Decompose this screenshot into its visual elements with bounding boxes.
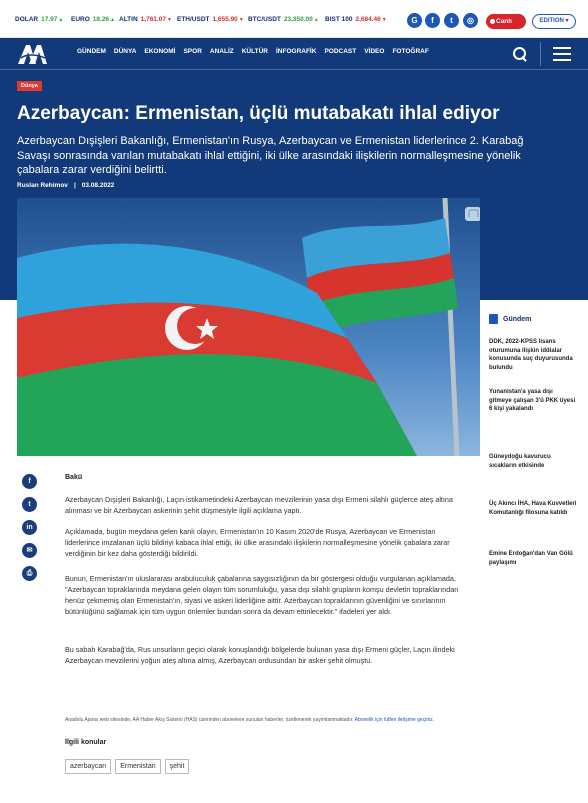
- tag-sehit[interactable]: şehit: [165, 759, 190, 774]
- live-button[interactable]: Canlı: [486, 14, 526, 29]
- aa-logo-mark: [16, 42, 49, 66]
- instagram-icon[interactable]: ◎: [463, 13, 478, 28]
- article-summary: Azerbaycan Dışişleri Bakanlığı, Ermenistan'ın Rusya, Azerbaycan ve Ermenistan liderlerince 2. Karabağ Savaşı sonrasında varılan mutabakatı ihlal ettiğini, iki ülke arasındaki ilişkilerin normalleşmesine yönelik çabalara zarar verdiğini belirtti.: [17, 135, 524, 176]
- subscription-link[interactable]: Abonelik için lütfen iletişime geçiniz.: [354, 717, 435, 723]
- ticker-item-euro[interactable]: EURO 18.26▲: [71, 16, 116, 23]
- article-title: Azerbaycan: Ermenistan, üçlü mutabakatı ihlal ediyor: [17, 103, 500, 124]
- search-icon[interactable]: [512, 46, 528, 62]
- author-name[interactable]: Ruslan Rehimov: [17, 182, 68, 189]
- hamburger-menu-icon[interactable]: [553, 47, 571, 61]
- arrow-up-icon: ▲: [110, 17, 116, 23]
- tag-azerbaycan[interactable]: azerbaycan: [65, 759, 111, 774]
- google-icon[interactable]: G: [407, 13, 422, 28]
- article-paragraph: Bunun, Ermenistan'ın uluslararası arabuluculuk çabalarına saygısızlığının da bir göstergesi olduğu vurgulanan açıklamada, "Azerbaycan topraklarında meydana gelen olayın tüm sorumluluğu, yasa dışı silahlı grupların komşu devletin topraklarından henüz çekmemiş olan Ermenistan'ın, siyasi ve askeri liderliğine aittir. Azerbaycan topraklarının güvenliğini ve sınırlarının bütünlüğünü sağlamak için tüm uygun önlemler bundan sonra da devam ettirilecektir." ifadeleri yer aldı.: [65, 574, 459, 616]
- nav-item-analiz[interactable]: ANALİZ: [209, 48, 234, 55]
- publish-date: 03.08.2022: [81, 182, 115, 189]
- article-photo: [17, 198, 480, 456]
- nav-menu: [77, 48, 429, 55]
- nav-item-fotograf[interactable]: FOTOĞRAF: [392, 48, 429, 55]
- arrow-down-icon: ▼: [166, 17, 172, 23]
- category-badge[interactable]: Dünya: [17, 81, 42, 91]
- sidebar-news-item[interactable]: Emine Erdoğan'dan Van Gölü paylaşımı: [489, 551, 573, 566]
- main-navbar: [0, 38, 588, 70]
- gundem-icon: [489, 314, 498, 324]
- article-paragraph: Açıklamada, bugün meydana gelen kanlı olayın, Ermenistan'ın 10 Kasım 2020'de Rusya, Azerbaycan ve Ermenistan liderlerince imzalanan üçlü bildiriyi kabaca ihlal ettiği, iki ülke arasındaki ilişkilerin normalleşmesine yönelik çabalara zarar verdiğinin bir kez daha gösterdiği bildirildi.: [65, 527, 450, 558]
- sidebar-news-item[interactable]: DDK, 2022-KPSS lisans oturumuna ilişkin iddialar konusunda suç duyurusunda bulundu: [489, 339, 573, 371]
- market-ticker: [0, 0, 588, 38]
- twitter-share-icon[interactable]: t: [22, 497, 37, 512]
- aa-logo[interactable]: [16, 42, 49, 66]
- linkedin-share-icon[interactable]: in: [22, 520, 37, 535]
- article-paragraph: Azerbaycan Dışişleri Bakanlığı, Laçın istikametindeki Azerbaycan mevzilerinin yasa dışı Ermeni silahlı güçlerce ateş altına alınması ve bir Azerbaycan askerinin şehit düşmesiyle ilgili açıklama yaptı.: [65, 495, 453, 515]
- sidebar-news-item[interactable]: Üç Akıncı İHA, Hava Kuvvetleri Komutanlığı filosuna katıldı: [489, 501, 577, 516]
- edition-selector[interactable]: EDITION ▾: [532, 14, 576, 29]
- ticker-item-dolar[interactable]: DOLAR 17.97▲: [15, 16, 64, 23]
- related-topics-title: İlgili konular: [65, 739, 107, 746]
- ticker-item-bist[interactable]: BIST 100 2,684.46▼: [325, 16, 387, 23]
- nav-divider: [540, 42, 541, 66]
- nav-item-podcast[interactable]: PODCAST: [324, 48, 357, 55]
- azerbaijan-flag-image: [17, 198, 480, 456]
- facebook-icon[interactable]: f: [425, 13, 440, 28]
- arrow-up-icon: ▲: [313, 17, 319, 23]
- arrow-down-icon: ▼: [381, 17, 387, 23]
- nav-item-video[interactable]: VİDEO: [364, 48, 385, 55]
- has-disclaimer: Anadolu Ajansı web sitesinde, AA Haber Akış Sistemi (HAS) üzerinden abonelere sunulan haberler, özetlenerek yayımlanmaktadır. Abonelik için lütfen iletişime geçiniz.: [65, 717, 435, 723]
- sidebar-header: [489, 314, 531, 324]
- nav-item-infografik[interactable]: İNFOGRAFİK: [275, 48, 317, 55]
- email-share-icon[interactable]: ✉: [22, 543, 37, 558]
- ticker-item-altin[interactable]: ALTIN 1,761.07▼: [119, 16, 172, 23]
- arrow-up-icon: ▲: [58, 17, 64, 23]
- sidebar-news-item[interactable]: Güneydoğu kavurucu sıcakların etkisinde: [489, 454, 551, 469]
- nav-item-spor[interactable]: SPOR: [183, 48, 202, 55]
- facebook-share-icon[interactable]: f: [22, 474, 37, 489]
- tag-ermenistan[interactable]: Ermenistan: [115, 759, 160, 774]
- dateline-place: Bakü: [65, 474, 83, 481]
- print-icon[interactable]: ⎙: [22, 566, 37, 581]
- twitter-icon[interactable]: t: [444, 13, 459, 28]
- gallery-icon[interactable]: [463, 205, 480, 223]
- tag-list: [65, 759, 189, 774]
- nav-item-dunya[interactable]: DÜNYA: [113, 48, 137, 55]
- ticker-item-btc[interactable]: BTC/USDT 23,350.00▲: [248, 16, 319, 23]
- article-paragraph: Bu sabah Karabağ'da, Rus unsurların geçici olarak konuşlandığı bölgelerde bulunan yasa dışı Ermeni güçler, Laçın ilindeki Azerbaycan mevzilerini yoğun ateş altına almış, Azerbaycan ordusundan bir asker şehit olmuştu.: [65, 645, 455, 665]
- sidebar-title: Gündem: [503, 315, 532, 323]
- arrow-down-icon: ▼: [238, 17, 244, 23]
- nav-item-kultur[interactable]: KÜLTÜR: [241, 48, 268, 55]
- ticker-item-eth[interactable]: ETH/USDT 1,655.90▼: [177, 16, 244, 23]
- nav-item-ekonomi[interactable]: EKONOMİ: [144, 48, 176, 55]
- nav-item-gundem[interactable]: GÜNDEM: [77, 48, 106, 55]
- article-meta: Ruslan Rehimov | 03.08.2022: [17, 182, 115, 189]
- sidebar-news-item[interactable]: Yunanistan'a yasa dışı gitmeye çalışan 3'ü PKK üyesi 6 kişi yakalandı: [489, 389, 576, 412]
